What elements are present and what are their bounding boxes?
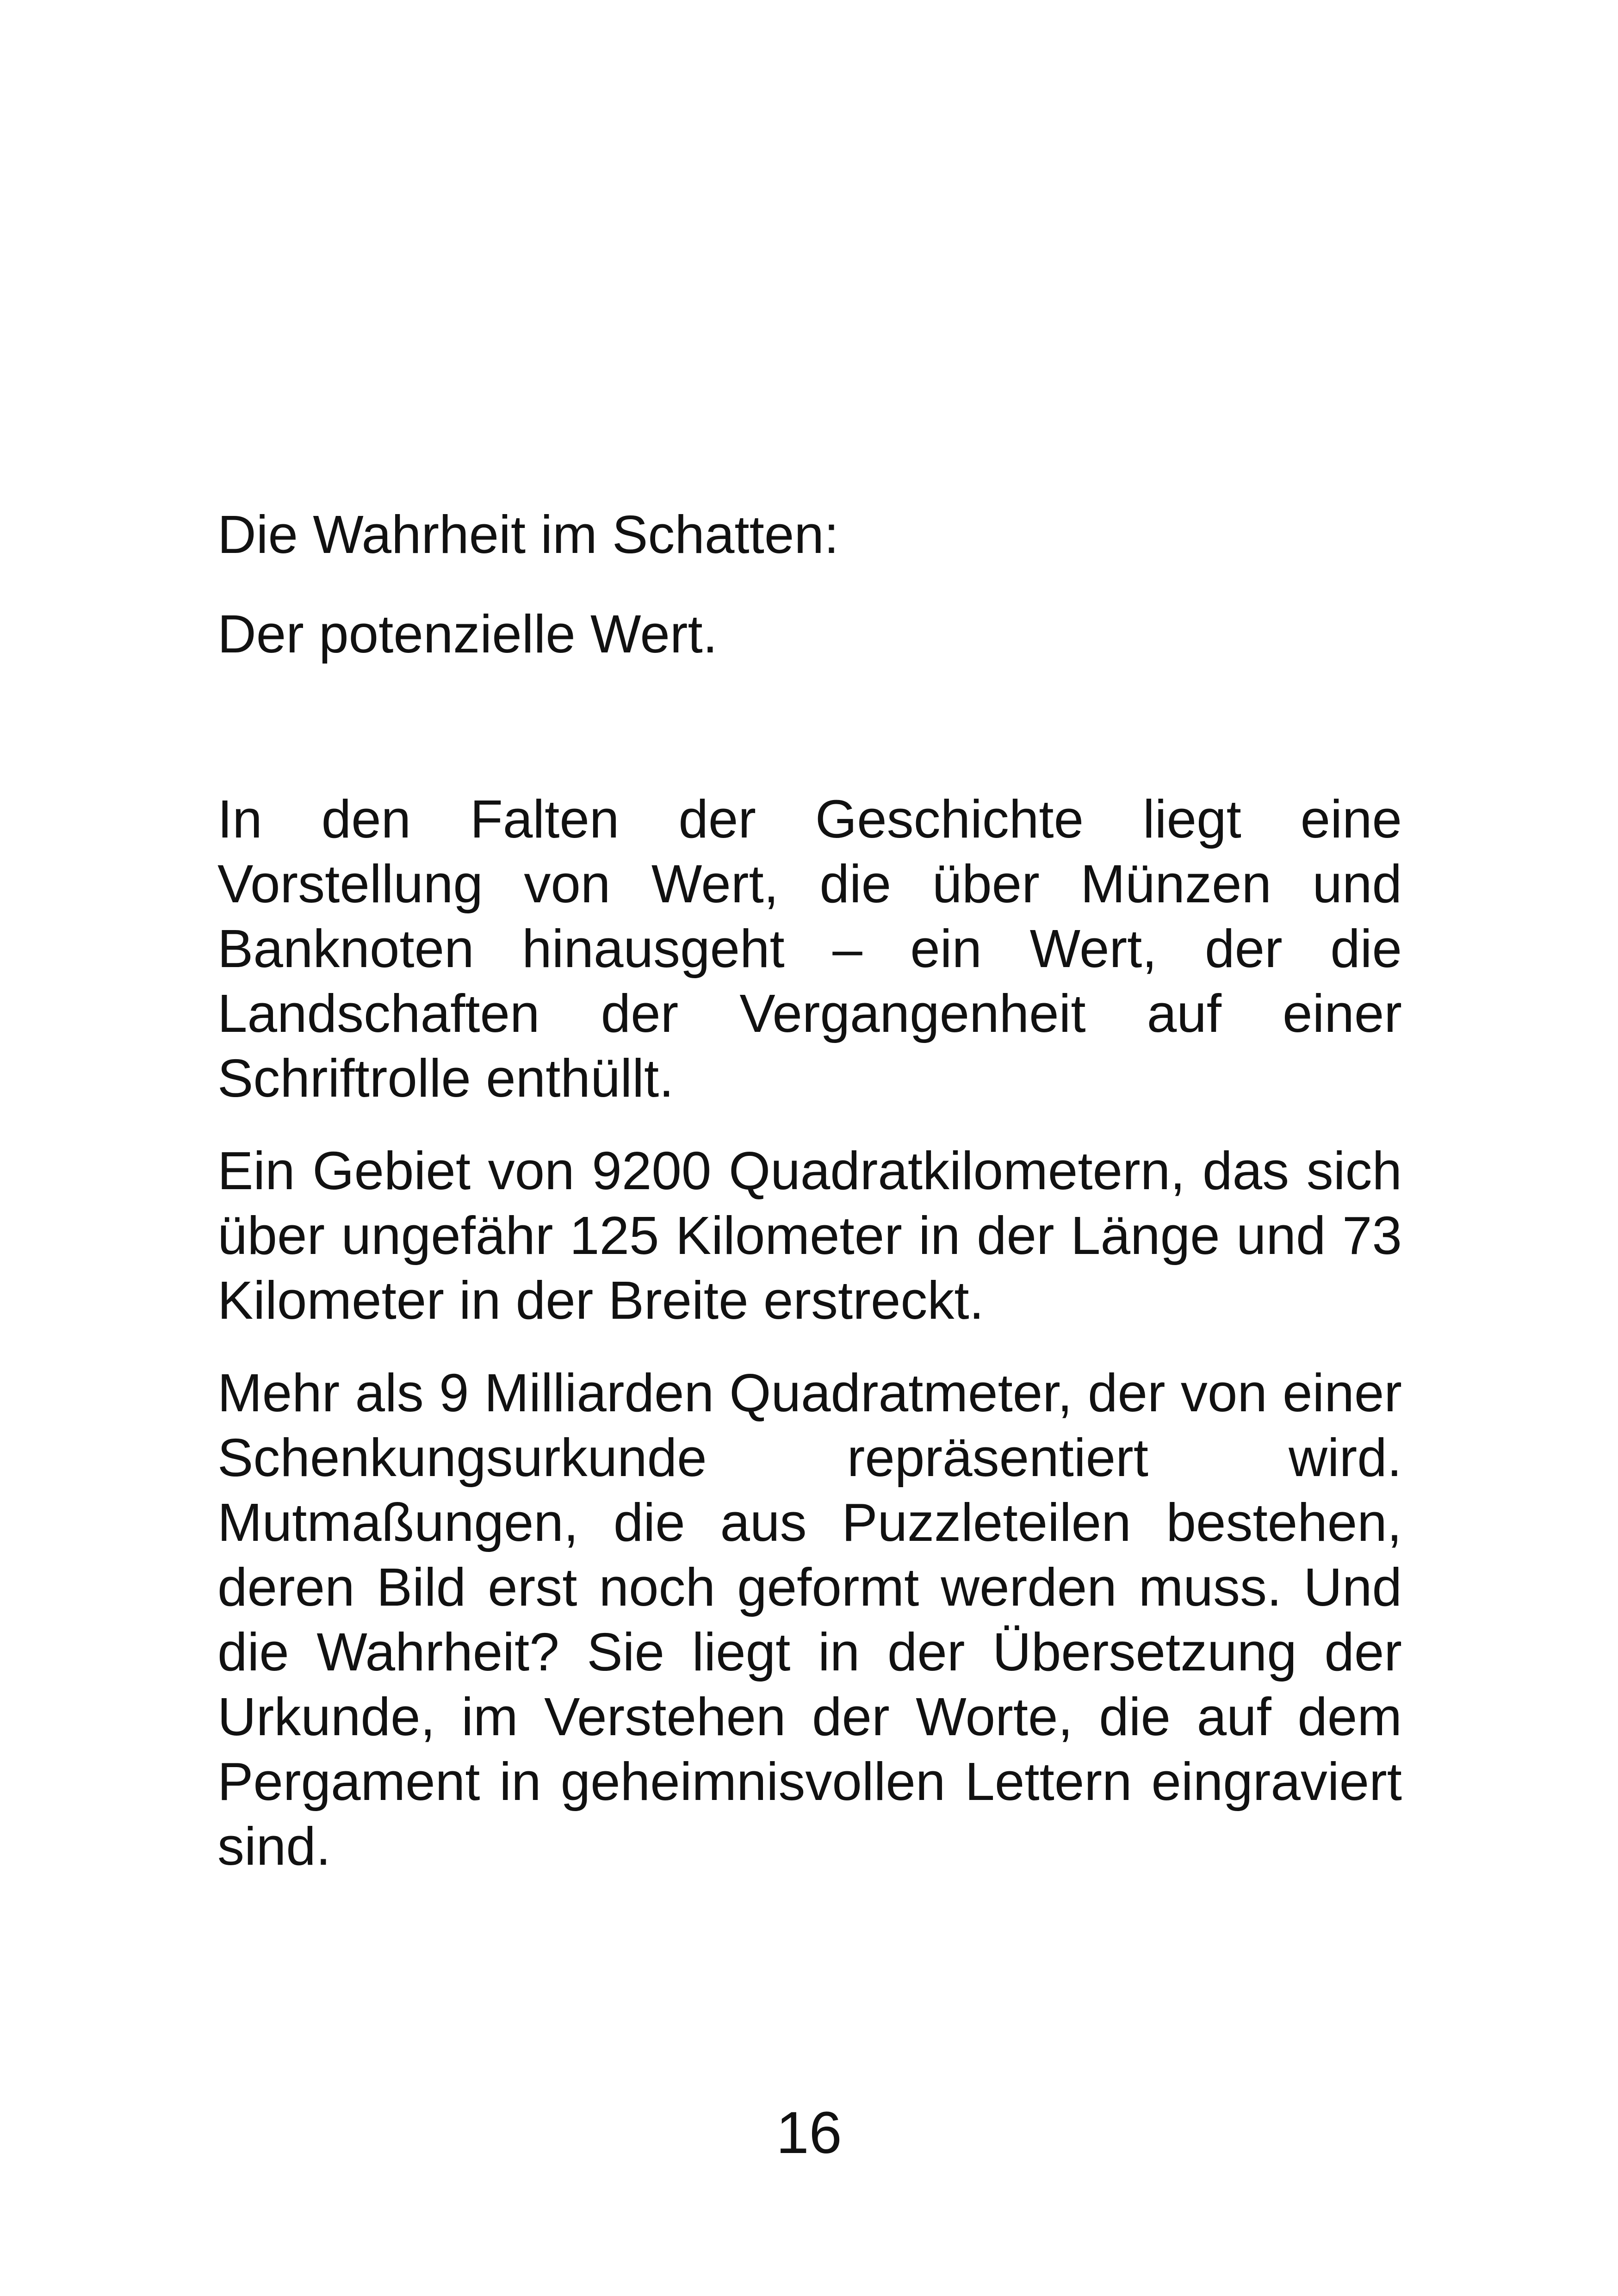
chapter-title-line-2: Der potenzielle Wert. [217, 604, 718, 664]
page-content [217, 502, 1402, 1879]
page-number: 16 [776, 2100, 842, 2166]
paragraph-3: Mehr als 9 Milliarden Quadratmeter, der von einer Schenkungsurkunde repräsentiert wird. Mutmaßungen, die aus Puzzleteilen bestehen, deren Bild erst noch geformt werden muss. Und die Wahrheit? Sie liegt in der Übersetzung der Urkunde, im Verstehen der Worte, die auf dem Pergament in geheimnisvollen Lettern eingraviert sind. [217, 1363, 1402, 1876]
paragraph-1: In den Falten der Geschichte liegt eine Vorstellung von Wert, die über Münzen und Banknoten hinausgeht – ein Wert, der die Landschaften der Vergangenheit auf einer Schriftrolle enthüllt. [217, 789, 1402, 1108]
paragraph-2: Ein Gebiet von 9200 Quadratkilometern, das sich über ungefähr 125 Kilometer in der Länge und 73 Kilometer in der Breite erstreckt. [217, 1141, 1402, 1330]
chapter-title-line-1: Die Wahrheit im Schatten: [217, 504, 839, 565]
